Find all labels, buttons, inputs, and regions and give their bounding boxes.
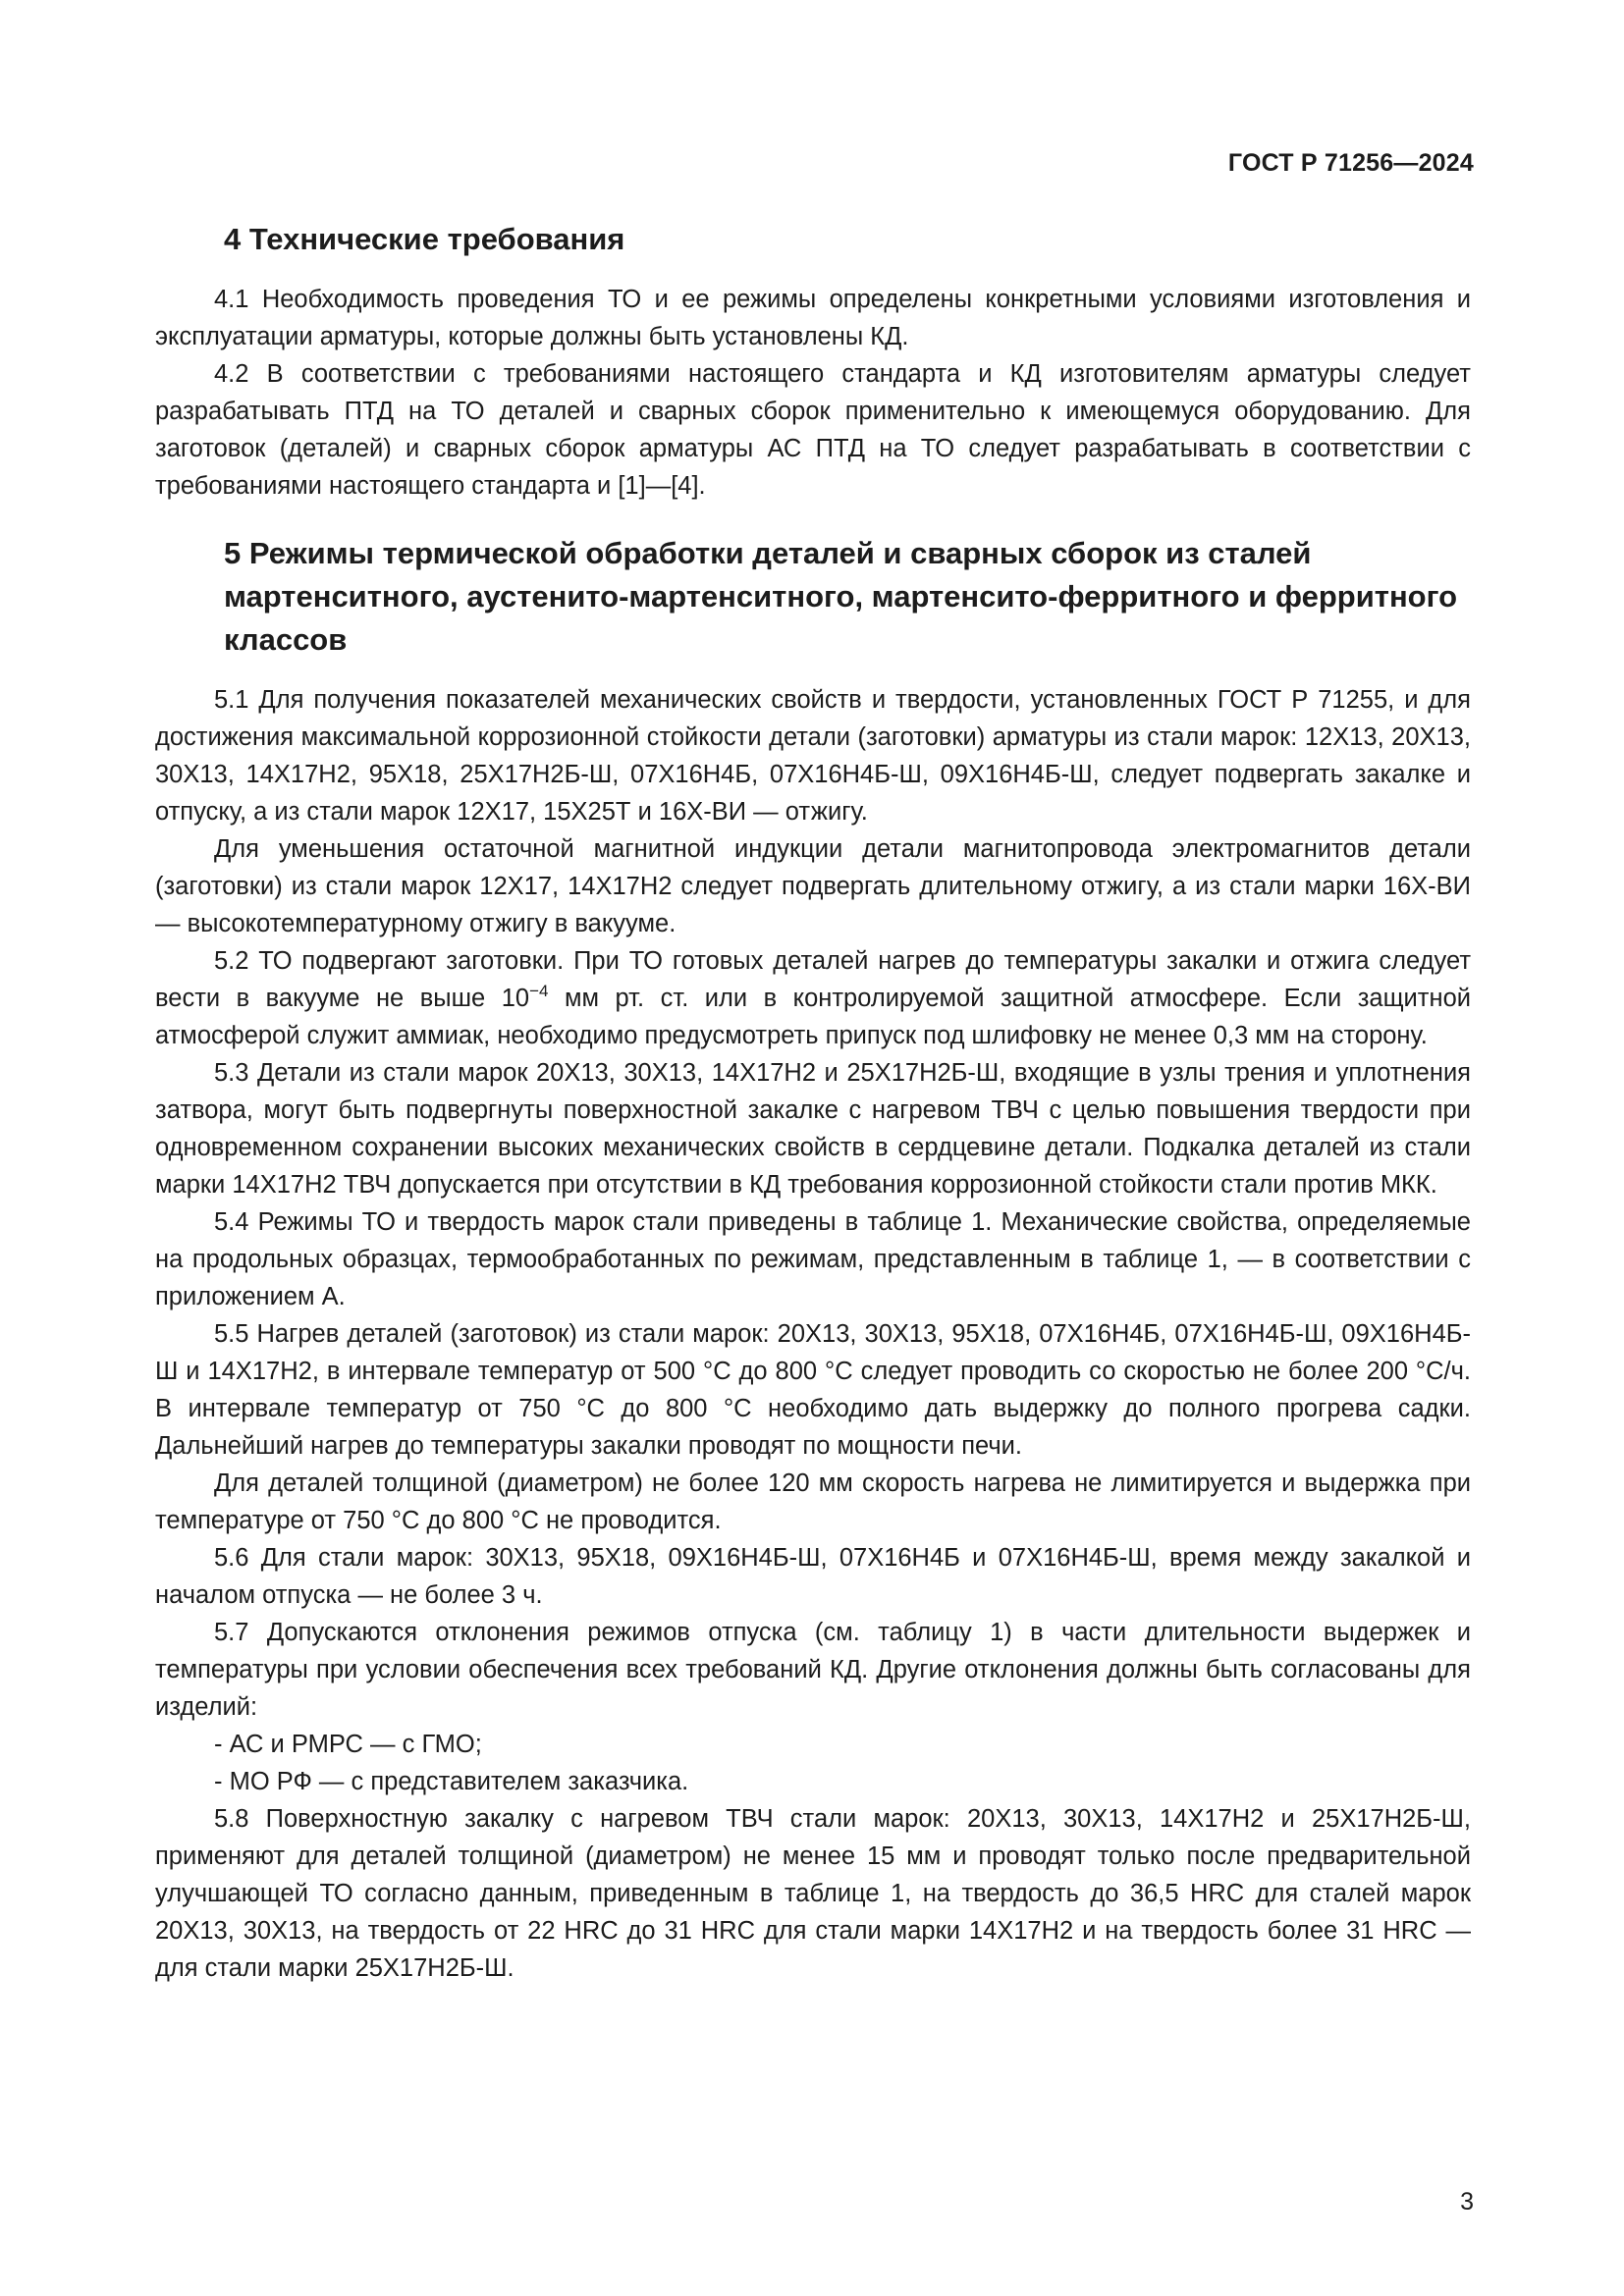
- list-item: - МО РФ — с представителем заказчика.: [214, 1768, 689, 1795]
- paragraph-5-2-text-a: 5.2 ТО подвергают заготовки. При ТО готовых деталей нагрев до температуры закалки и отжига следует вести в вакууме не выше 10: [155, 947, 1471, 1012]
- paragraph-5-2-text-b: мм рт. ст. или в контролируемой защитной атмосфере. Если защитной атмосферой служит аммиак, необходимо предусмотреть припуск под шлифовку не менее 0,3 мм на сторону.: [155, 985, 1471, 1049]
- paragraph-5-5-cont: Для деталей толщиной (диаметром) не более 120 мм скорость нагрева не лимитируется и выдержка при температуре от 750 °С до 800 °С не проводится.: [155, 1469, 1471, 1534]
- paragraph-5-5: 5.5 Нагрев деталей (заготовок) из стали марок: 20Х13, 30Х13, 95Х18, 07Х16Н4Б, 07Х16Н4Б-Ш, 09Х16Н4Б-Ш и 14Х17Н2, в интервале температур от 500 °С до 800 °С следует проводить со скоростью не более 200 °С/ч. В интервале температур от 750 °С до 800 °С необходимо дать выдержку до полного прогрева садки. Дальнейший нагрев до температуры закалки проводят по мощности печи.: [155, 1320, 1471, 1460]
- paragraph-5-7: 5.7 Допускаются отклонения режимов отпуска (см. таблицу 1) в части длительности выдержек и температуры при условии обеспечения всех требований КД. Другие отклонения должны быть согласованы для изделий:: [155, 1619, 1471, 1721]
- paragraph-4-1: 4.1 Необходимость проведения ТО и ее режимы определены конкретными условиями изготовления и эксплуатации арматуры, которые должны быть установлены КД.: [155, 286, 1471, 350]
- paragraph-5-1: 5.1 Для получения показателей механических свойств и твердости, установленных ГОСТ Р 71255, и для достижения максимальной коррозионной стойкости детали (заготовки) арматуры из стали марок: 12Х13, 20Х13, 30Х13, 14Х17Н2, 95Х18, 25Х17Н2Б-Ш, 07Х16Н4Б, 07Х16Н4Б-Ш, 09Х16Н4Б-Ш, следует подвергать закалке и отпуску, а из стали марок 12Х17, 15Х25Т и 16Х-ВИ — отжигу.: [155, 686, 1471, 826]
- document-header: ГОСТ Р 71256—2024: [1227, 149, 1474, 177]
- paragraph-5-1-cont: Для уменьшения остаточной магнитной индукции детали магнитопровода электромагнитов детали (заготовки) из стали марок 12Х17, 14Х17Н2 следует подвергать длительному отжигу, а из стали марки 16Х-ВИ — высокотемпературному отжигу в вакууме.: [155, 835, 1471, 937]
- paragraph-4-2: 4.2 В соответствии с требованиями настоящего стандарта и КД изготовителям арматуры следует разрабатывать ПТД на ТО деталей и сварных сборок применительно к имеющемуся оборудованию. Для заготовок (деталей) и сварных сборок арматуры АС ПТД на ТО следует разрабатывать в соответствии с требованиями настоящего стандарта и [1]—[4].: [155, 360, 1471, 500]
- exponent: −4: [529, 982, 549, 1000]
- page-body: [155, 218, 1471, 1987]
- page-number: 3: [1460, 2188, 1474, 2216]
- paragraph-5-3: 5.3 Детали из стали марок 20Х13, 30Х13, 14Х17Н2 и 25Х17Н2Б-Ш, входящие в узлы трения и уплотнения затвора, могут быть подвергнуты поверхностной закалке с нагревом ТВЧ с целью повышения твердости при одновременном сохранении высоких механических свойств в сердцевине детали. Подкалка деталей из стали марки 14Х17Н2 ТВЧ допускается при отсутствии в КД требования коррозионной стойкости стали против МКК.: [155, 1059, 1471, 1199]
- paragraph-5-4: 5.4 Режимы ТО и твердость марок стали приведены в таблице 1. Механические свойства, определяемые на продольных образцах, термообработанных по режимам, представленным в таблице 1, — в соответствии с приложением А.: [155, 1208, 1471, 1310]
- section-5-heading: 5 Режимы термической обработки деталей и сварных сборок из сталей мартенситного, аустенито-мартенситного, мартенсито-ферритного и ферритного классов: [224, 536, 1458, 657]
- paragraph-5-2: [155, 942, 1471, 1054]
- paragraph-5-8: 5.8 Поверхностную закалку с нагревом ТВЧ стали марок: 20Х13, 30Х13, 14Х17Н2 и 25Х17Н2Б-Ш, применяют для деталей толщиной (диаметром) не менее 15 мм и проводят только после предварительной улучшающей ТО согласно данным, приведенным в таблице 1, на твердость до 36,5 HRC для сталей марок 20Х13, 30Х13, на твердость от 22 HRC до 31 HRC для стали марки 14Х17Н2 и на твердость более 31 HRC — для стали марки 25Х17Н2Б-Ш.: [155, 1805, 1471, 1982]
- section-4-heading: 4 Технические требования: [224, 222, 625, 256]
- paragraph-5-6: 5.6 Для стали марок: 30Х13, 95Х18, 09Х16Н4Б-Ш, 07Х16Н4Б и 07Х16Н4Б-Ш, время между закалкой и началом отпуска — не более 3 ч.: [155, 1544, 1471, 1609]
- list-item: - АС и РМРС — с ГМО;: [214, 1731, 482, 1758]
